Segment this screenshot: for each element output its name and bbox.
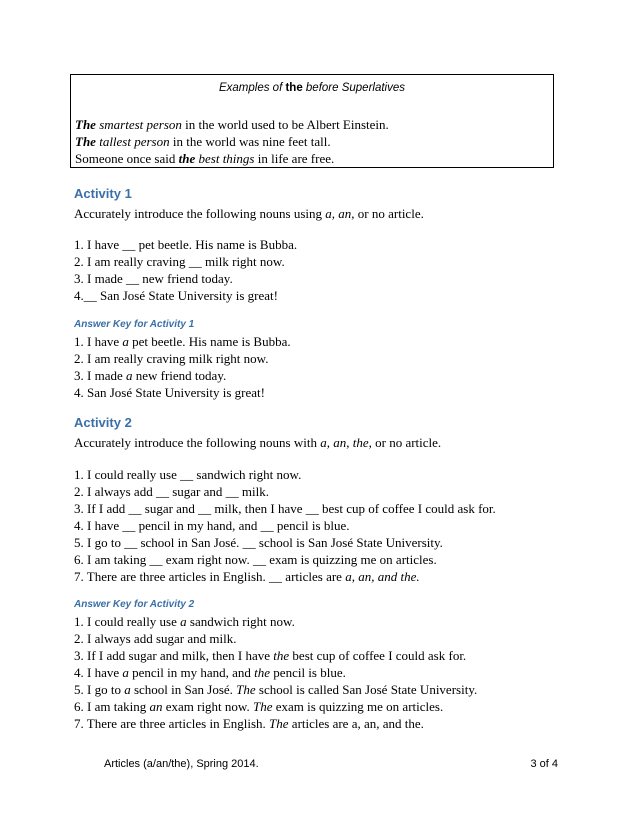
list-item: 2. I always add __ sugar and __ milk. — [74, 484, 269, 499]
answer-key-1-items — [74, 333, 291, 401]
list-item: 4. San José State University is great! — [74, 385, 265, 400]
list-item: 4.__ San José State University is great! — [74, 288, 278, 303]
activity-1-items — [74, 236, 297, 304]
activity-2-items — [74, 466, 496, 585]
activity-1-heading: Activity 1 — [74, 186, 132, 201]
list-item: 7. There are three articles in English. The articles are a, an, and the. — [74, 716, 424, 731]
list-item: 1. I could really use a sandwich right now. — [74, 614, 295, 629]
list-item: 3. I made a new friend today. — [74, 368, 227, 383]
list-item: 4. I have __ pencil in my hand, and __ pencil is blue. — [74, 518, 350, 533]
example-line: Someone once said the best things in life are free. — [75, 151, 335, 166]
example-box-title: Examples of the before Superlatives — [218, 82, 406, 94]
list-item: 5. I go to a school in San José. The school is called San José State University. — [74, 682, 478, 697]
list-item: 4. I have a pencil in my hand, and the pencil is blue. — [74, 665, 346, 680]
list-item: 3. If I add __ sugar and __ milk, then I have __ best cup of coffee I could ask for. — [74, 501, 496, 516]
example-line: The smartest person in the world used to be Albert Einstein. — [75, 117, 389, 132]
activity-1-instructions: Accurately introduce the following nouns using a, an, or no article. — [74, 206, 424, 221]
page-number: 3 of 4 — [530, 758, 558, 770]
example-line: The tallest person in the world was nine feet tall. — [75, 134, 331, 149]
list-item: 1. I could really use __ sandwich right now. — [74, 467, 302, 482]
example-lines — [75, 116, 389, 167]
list-item: 6. I am taking __ exam right now. __ exam is quizzing me on articles. — [74, 552, 437, 567]
activity-2-heading: Activity 2 — [74, 415, 132, 430]
list-item: 7. There are three articles in English. __ articles are a, an, and the. — [74, 569, 420, 584]
footer-title: Articles (a/an/the), Spring 2014. — [104, 758, 259, 770]
list-item: 2. I am really craving __ milk right now. — [74, 254, 285, 269]
list-item: 1. I have __ pet beetle. His name is Bubba. — [74, 237, 298, 252]
list-item: 2. I am really craving milk right now. — [74, 351, 269, 366]
list-item: 5. I go to __ school in San José. __ school is San José State University. — [74, 535, 443, 550]
list-item: 3. If I add sugar and milk, then I have the best cup of coffee I could ask for. — [74, 648, 467, 663]
list-item: 3. I made __ new friend today. — [74, 271, 233, 286]
list-item: 6. I am taking an exam right now. The exam is quizzing me on articles. — [74, 699, 444, 714]
answer-key-2-items — [74, 613, 477, 732]
superlatives-example-box — [70, 74, 554, 168]
list-item: 1. I have a pet beetle. His name is Bubba. — [74, 334, 291, 349]
answer-key-2-heading: Answer Key for Activity 2 — [74, 599, 195, 610]
answer-key-1-heading: Answer Key for Activity 1 — [74, 319, 195, 330]
list-item: 2. I always add sugar and milk. — [74, 631, 237, 646]
activity-2-instructions: Accurately introduce the following nouns with a, an, the, or no article. — [74, 435, 442, 450]
